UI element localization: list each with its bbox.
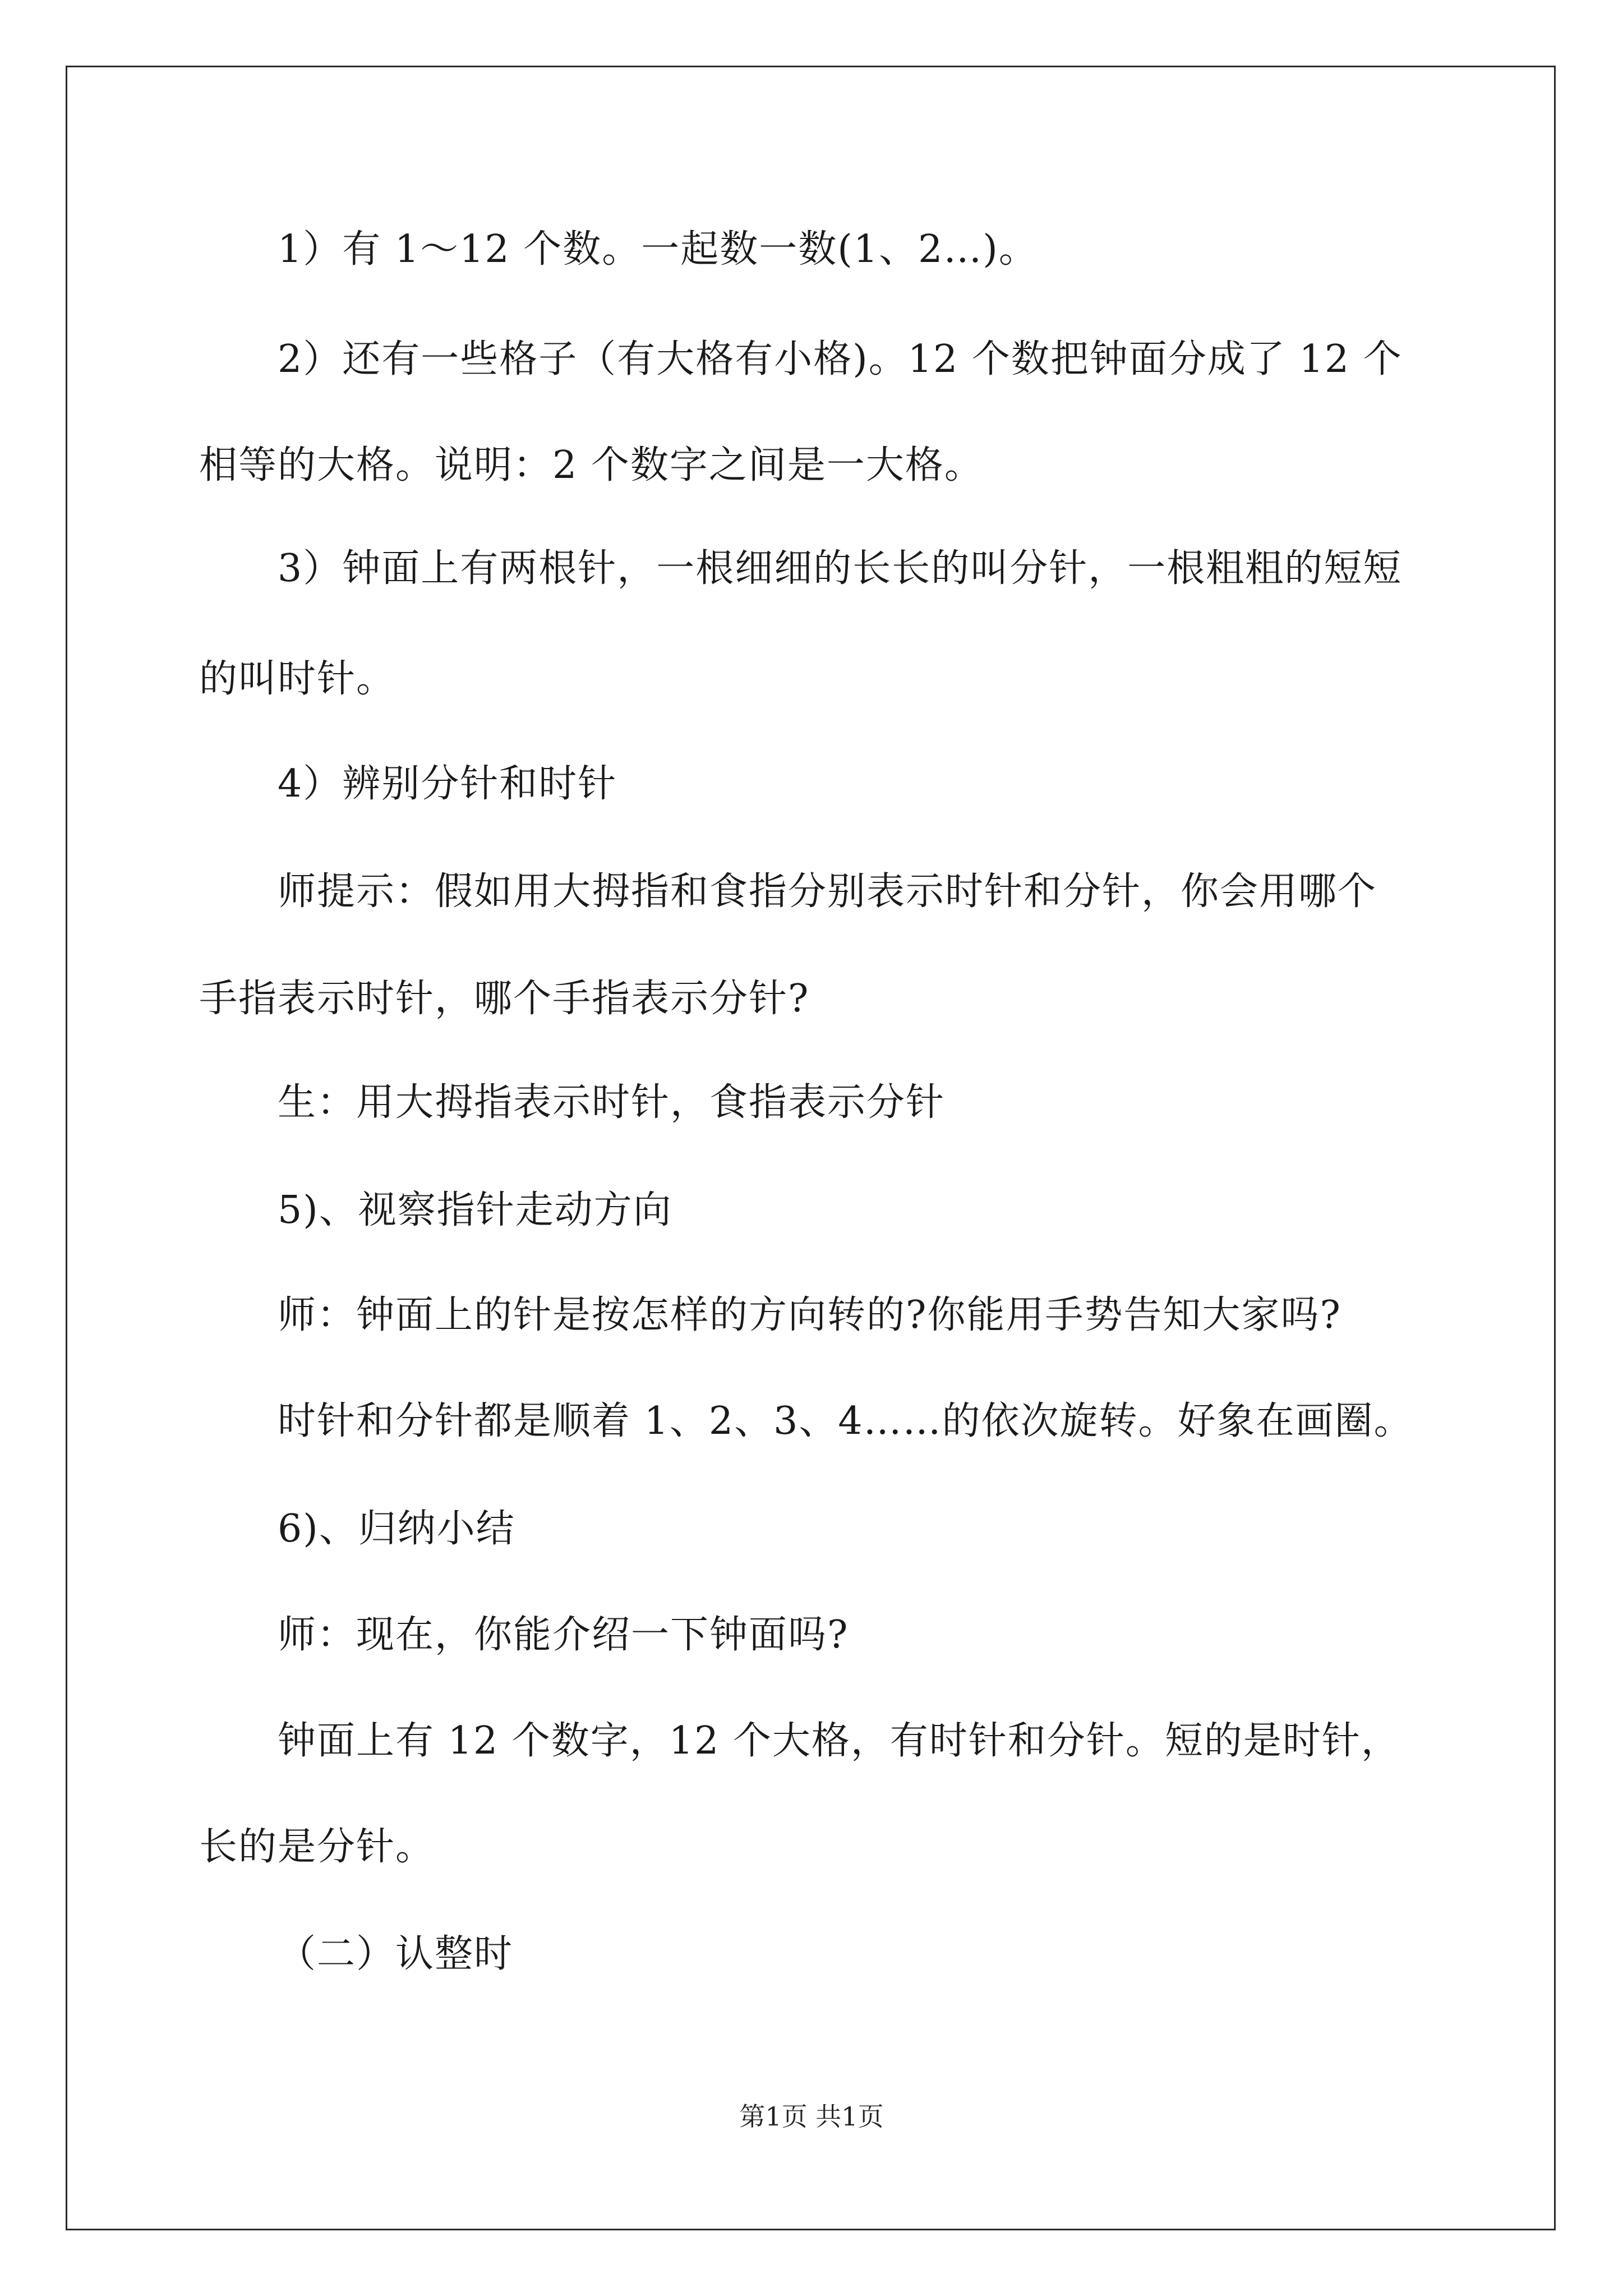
text-line: 相等的大格。说明：2 个数字之间是一大格。 [199, 443, 984, 487]
text-line: 手指表示时针，哪个手指表示分针? [199, 977, 810, 1021]
page-footer: 第1页 共1页 [739, 2101, 884, 2132]
text-line: 时针和分针都是顺着 1、2、3、4……的依次旋转。好象在画圈。 [278, 1399, 1413, 1443]
text-line: 师：钟面上的针是按怎样的方向转的?你能用手势告知大家吗? [278, 1293, 1341, 1337]
text-line: 生：用大拇指表示时针，食指表示分针 [278, 1080, 946, 1125]
page-border [66, 66, 1556, 2230]
text-line: 长的是分针。 [199, 1825, 435, 1869]
section-heading: （二）认整时 [278, 1932, 514, 1976]
text-line: 6)、归纳小结 [278, 1507, 515, 1551]
text-line: 4）辨别分针和时针 [278, 762, 617, 806]
text-line: 钟面上有 12 个数字，12 个大格，有时针和分针。短的是时针， [278, 1719, 1400, 1763]
text-line: 3）钟面上有两根针，一根细细的长长的叫分针，一根粗粗的短短 [278, 546, 1403, 591]
text-line: 师：现在，你能介绍一下钟面吗? [278, 1613, 849, 1657]
text-line: 2）还有一些格子（有大格有小格)。12 个数把钟面分成了 12 个 [278, 337, 1403, 381]
text-line: 1）有 1～12 个数。一起数一数(1、2…)。 [278, 227, 1038, 272]
text-line: 5)、视察指针走动方向 [278, 1188, 672, 1232]
text-line: 的叫时针。 [199, 657, 396, 701]
text-line: 师提示：假如用大拇指和食指分别表示时针和分针，你会用哪个 [278, 869, 1377, 914]
